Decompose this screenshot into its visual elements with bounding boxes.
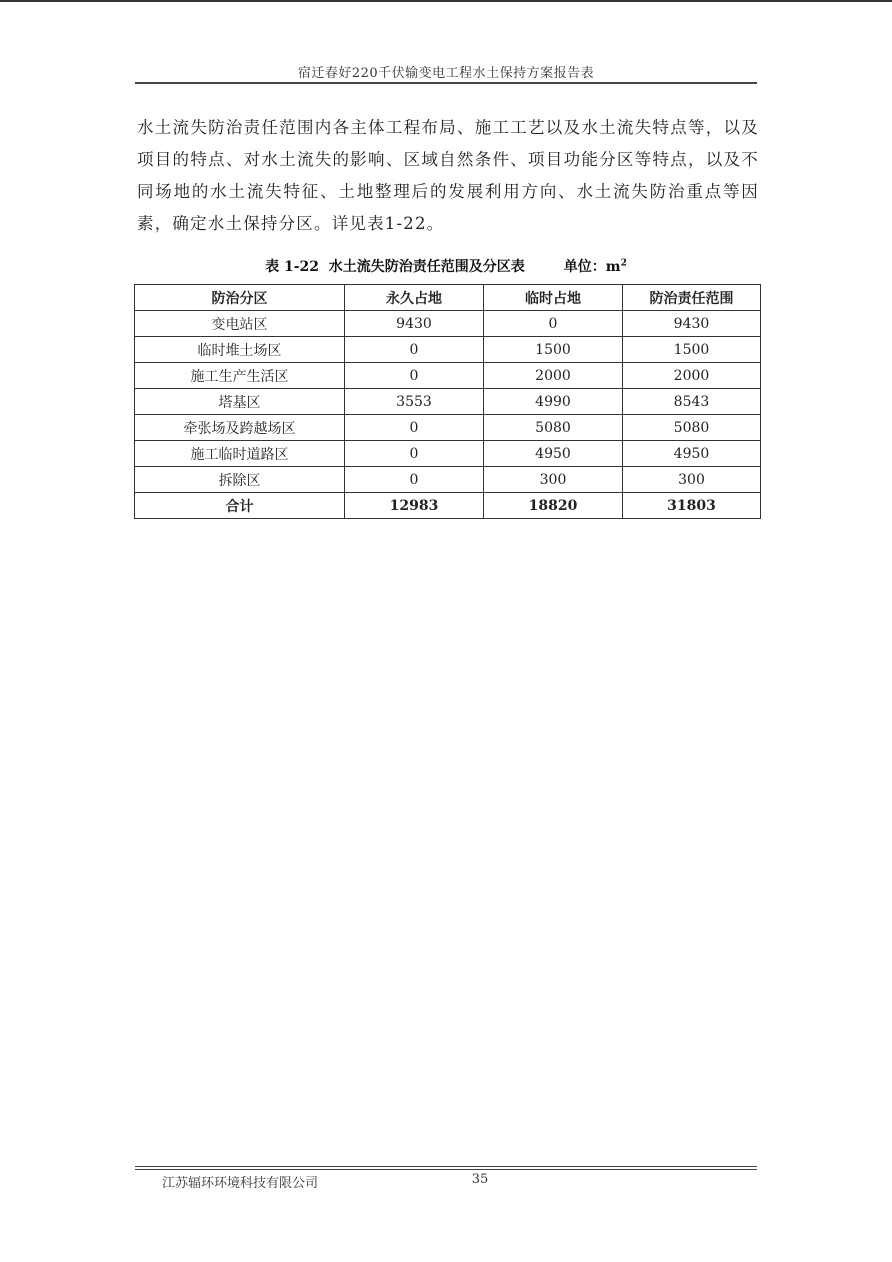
cell-zone: 施工生产生活区 [135, 363, 345, 389]
cell-permanent: 0 [345, 337, 484, 363]
cell-temporary: 4950 [484, 441, 623, 467]
cell-responsibility: 2000 [623, 363, 761, 389]
cell-temporary: 5080 [484, 415, 623, 441]
header-cell-temporary: 临时占地 [484, 285, 623, 311]
page-number: 35 [471, 1172, 489, 1187]
table-caption [135, 256, 757, 276]
table-row [135, 389, 761, 415]
total-cell-responsibility: 31803 [623, 493, 761, 519]
total-cell-permanent: 12983 [345, 493, 484, 519]
header-cell-permanent: 永久占地 [345, 285, 484, 311]
cell-temporary: 0 [484, 311, 623, 337]
page-header-title: 宿迁春好220千伏输变电工程水土保持方案报告表 [297, 66, 595, 81]
header-cell-zone: 防治分区 [135, 285, 345, 311]
cell-permanent: 0 [345, 467, 484, 493]
cell-permanent: 0 [345, 363, 484, 389]
cell-zone: 施工临时道路区 [135, 441, 345, 467]
footer-rule-top [135, 1166, 757, 1167]
total-cell-temporary: 18820 [484, 493, 623, 519]
cell-temporary: 2000 [484, 363, 623, 389]
cell-responsibility: 9430 [623, 311, 761, 337]
table-caption-title: 表 1-22 水土流失防治责任范围及分区表 [265, 259, 525, 275]
cell-zone: 拆除区 [135, 467, 345, 493]
cell-permanent: 0 [345, 415, 484, 441]
page-top-border [0, 0, 892, 2]
cell-responsibility: 5080 [623, 415, 761, 441]
footer-rule-bottom [135, 1169, 757, 1170]
table-row [135, 363, 761, 389]
cell-temporary: 300 [484, 467, 623, 493]
cell-permanent: 9430 [345, 311, 484, 337]
cell-temporary: 4990 [484, 389, 623, 415]
table-total-row [135, 493, 761, 519]
header-rule [135, 82, 757, 84]
cell-temporary: 1500 [484, 337, 623, 363]
zone-table [134, 284, 761, 519]
table-unit-label: 单位：m [563, 259, 621, 275]
table-row [135, 415, 761, 441]
cell-permanent: 3553 [345, 389, 484, 415]
table-row [135, 337, 761, 363]
cell-zone: 变电站区 [135, 311, 345, 337]
header-cell-responsibility: 防治责任范围 [623, 285, 761, 311]
table-row [135, 441, 761, 467]
cell-zone: 临时堆土场区 [135, 337, 345, 363]
cell-responsibility: 8543 [623, 389, 761, 415]
total-cell-label: 合计 [135, 493, 345, 519]
cell-responsibility: 300 [623, 467, 761, 493]
table-unit-superscript: 2 [620, 258, 627, 269]
cell-responsibility: 1500 [623, 337, 761, 363]
body-paragraph: 水土流失防治责任范围内各主体工程布局、施工工艺以及水土流失特点等，以及项目的特点、对水土流失的影响、区域自然条件、项目功能分区等特点，以及不同场地的水土流失特征、土地整理后的发展利用方向、水土流失防治重点等因素，确定水土保持分区。详见表1-22。 [137, 118, 759, 233]
cell-zone: 塔基区 [135, 389, 345, 415]
table-row [135, 311, 761, 337]
cell-permanent: 0 [345, 441, 484, 467]
table-row [135, 467, 761, 493]
table-header-row [135, 285, 761, 311]
cell-zone: 牵张场及跨越场区 [135, 415, 345, 441]
footer-company: 江苏辐环环境科技有限公司 [162, 1176, 319, 1191]
cell-responsibility: 4950 [623, 441, 761, 467]
